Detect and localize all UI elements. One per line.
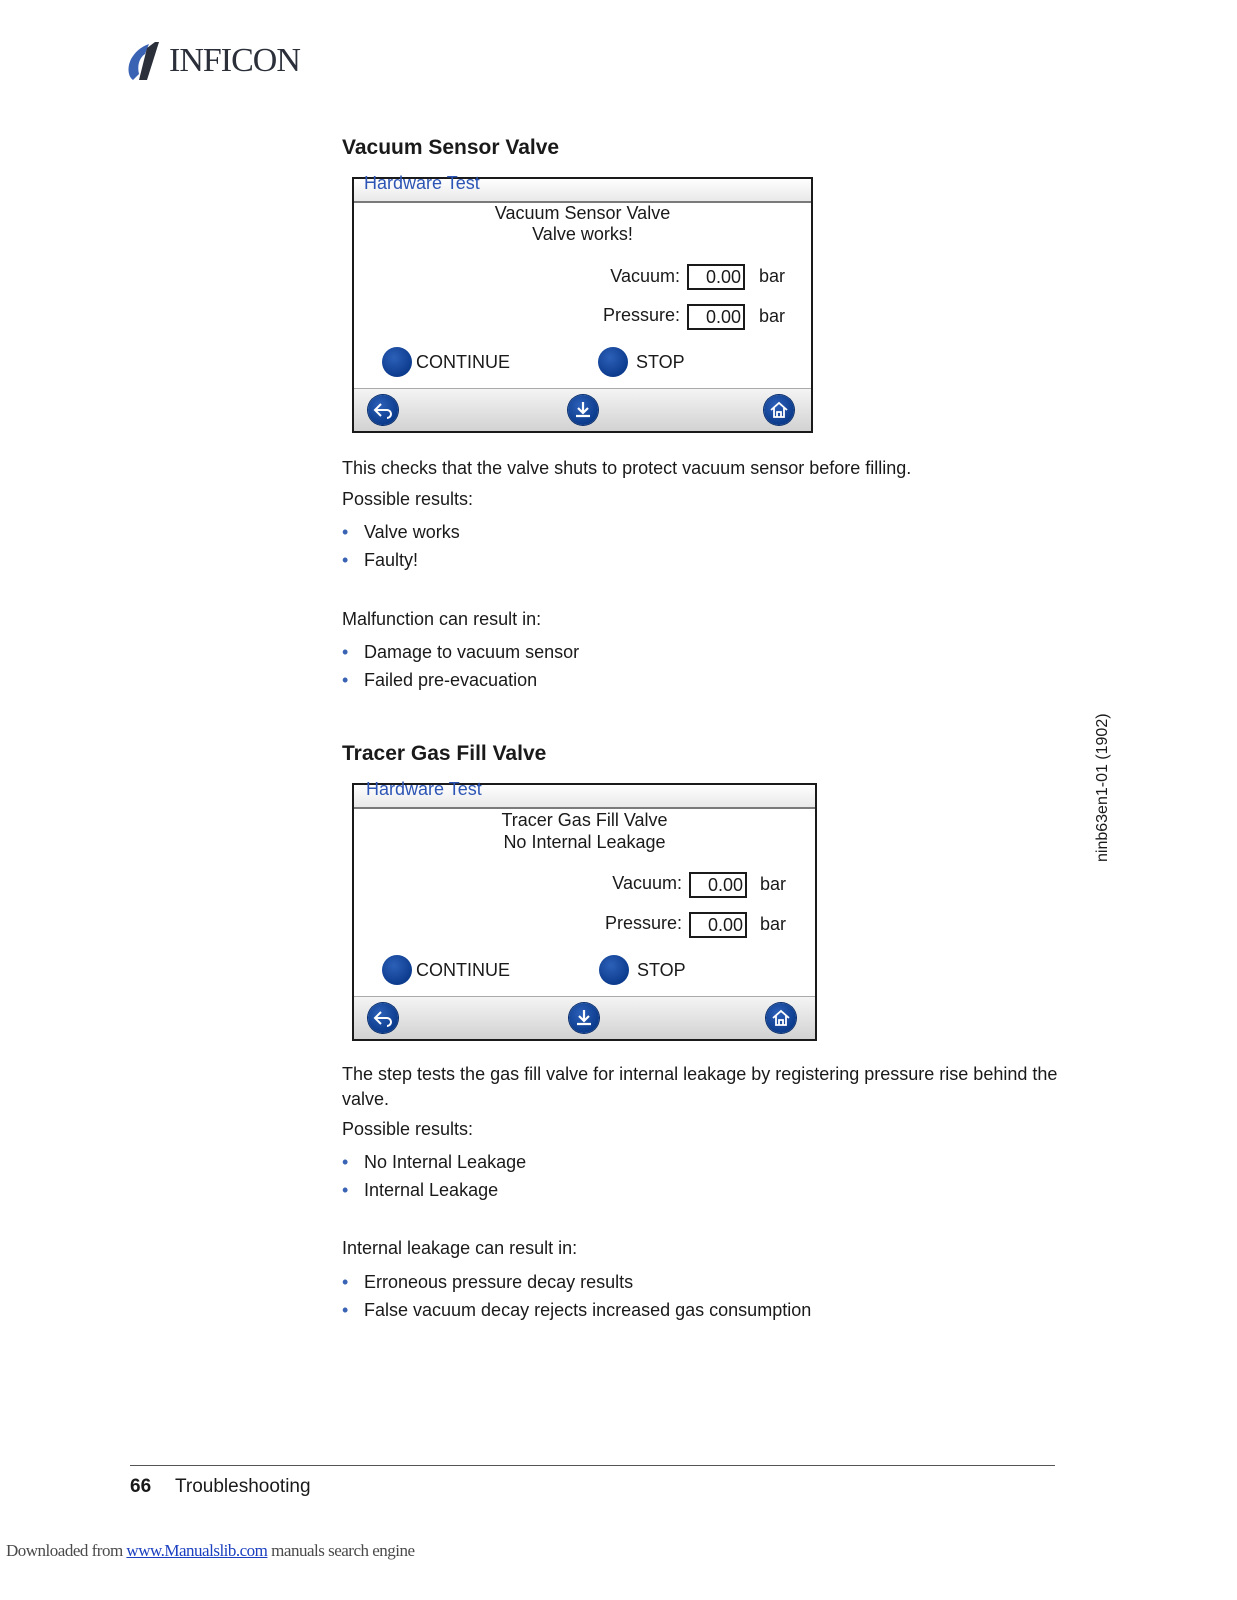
continue-button-indicator	[382, 955, 412, 985]
vacuum-value-field: 0.00	[689, 872, 747, 898]
screen-test-result: Valve works!	[532, 224, 633, 244]
section1-description: This checks that the valve shuts to protect vacuum sensor before filling.	[342, 458, 912, 478]
vacuum-value-field: 0.00	[687, 264, 745, 290]
stop-button-label: STOP	[636, 351, 685, 372]
section2-results-list	[342, 1148, 526, 1204]
section1-results-intro: Possible results:	[342, 489, 474, 509]
section2-malfunction-intro: Internal leakage can result in:	[342, 1238, 578, 1258]
continue-button[interactable]	[382, 347, 510, 377]
pressure-value-field: 0.00	[687, 304, 745, 330]
stop-button[interactable]	[599, 955, 686, 985]
download-suffix: manuals search engine	[267, 1541, 415, 1560]
pressure-label: Pressure:	[602, 305, 680, 325]
section1-malfunction-intro: Malfunction can result in:	[342, 609, 542, 629]
screen-test-name: Vacuum Sensor Valve	[494, 203, 671, 223]
section-heading-tracer-gas-fill-valve: Tracer Gas Fill Valve	[342, 742, 547, 765]
section-heading-vacuum-sensor-valve: Vacuum Sensor Valve	[342, 136, 560, 159]
footer-section-title: Troubleshooting	[175, 1476, 311, 1497]
vacuum-label: Vacuum:	[612, 873, 682, 893]
back-icon[interactable]	[368, 1003, 398, 1033]
section1-results-list	[342, 518, 460, 574]
vacuum-label: Vacuum:	[610, 266, 680, 286]
section2-malfunction-list	[342, 1268, 811, 1324]
screen-nav-bar	[354, 996, 815, 1039]
document-code: ninb63en1-01 (1902)	[1094, 713, 1111, 862]
continue-button-label: CONTINUE	[416, 351, 510, 372]
screen-title: Hardware Test	[364, 173, 480, 193]
continue-button[interactable]	[382, 955, 510, 985]
list-item: • No Internal Leakage	[342, 1148, 526, 1176]
list-item: • Failed pre-evacuation	[342, 666, 579, 694]
stop-button-indicator	[598, 347, 628, 377]
page-number: 66	[130, 1476, 152, 1497]
pressure-unit: bar	[760, 914, 787, 934]
pressure-unit: bar	[759, 306, 786, 326]
screen-test-name: Tracer Gas Fill Valve	[501, 810, 668, 830]
list-item: • Erroneous pressure decay results	[342, 1268, 811, 1296]
download-icon[interactable]	[569, 1003, 599, 1033]
screen-title: Hardware Test	[366, 779, 482, 799]
download-icon[interactable]	[568, 395, 598, 425]
brand-name: INFICON	[169, 42, 300, 79]
vacuum-unit: bar	[760, 874, 787, 894]
list-item: • Faulty!	[342, 546, 460, 574]
screen-test-result: No Internal Leakage	[503, 832, 666, 852]
pressure-label: Pressure:	[604, 913, 682, 933]
home-icon[interactable]	[764, 395, 794, 425]
list-item: • Valve works	[342, 518, 460, 546]
continue-button-label: CONTINUE	[416, 959, 510, 980]
stop-button-indicator	[599, 955, 629, 985]
list-item: • False vacuum decay rejects increased gas consumption	[342, 1296, 811, 1324]
download-notice	[6, 1541, 415, 1561]
pressure-value-field: 0.00	[689, 912, 747, 938]
vacuum-unit: bar	[759, 266, 786, 286]
back-icon[interactable]	[368, 395, 398, 425]
screen-title-bar	[354, 779, 815, 809]
inficon-logo-icon	[125, 40, 165, 82]
screen-nav-bar	[354, 388, 811, 431]
list-item: • Damage to vacuum sensor	[342, 638, 579, 666]
stop-button-label: STOP	[637, 959, 686, 980]
hardware-test-screen-1	[352, 173, 813, 433]
list-item: • Internal Leakage	[342, 1176, 526, 1204]
stop-button[interactable]	[598, 347, 685, 377]
inficon-logo	[125, 40, 300, 82]
manualslib-link[interactable]: www.Manualslib.com	[126, 1541, 268, 1560]
continue-button-indicator	[382, 347, 412, 377]
hardware-test-screen-2	[352, 779, 817, 1041]
section2-results-intro: Possible results:	[342, 1119, 474, 1139]
footer-divider	[130, 1465, 1055, 1466]
download-prefix: Downloaded from	[6, 1541, 127, 1560]
home-icon[interactable]	[766, 1003, 796, 1033]
section1-malfunction-list	[342, 638, 579, 694]
screen-title-bar	[354, 173, 811, 203]
section2-description: The step tests the gas fill valve for internal leakage by registering pressure rise behind the valve.	[342, 1064, 1058, 1109]
